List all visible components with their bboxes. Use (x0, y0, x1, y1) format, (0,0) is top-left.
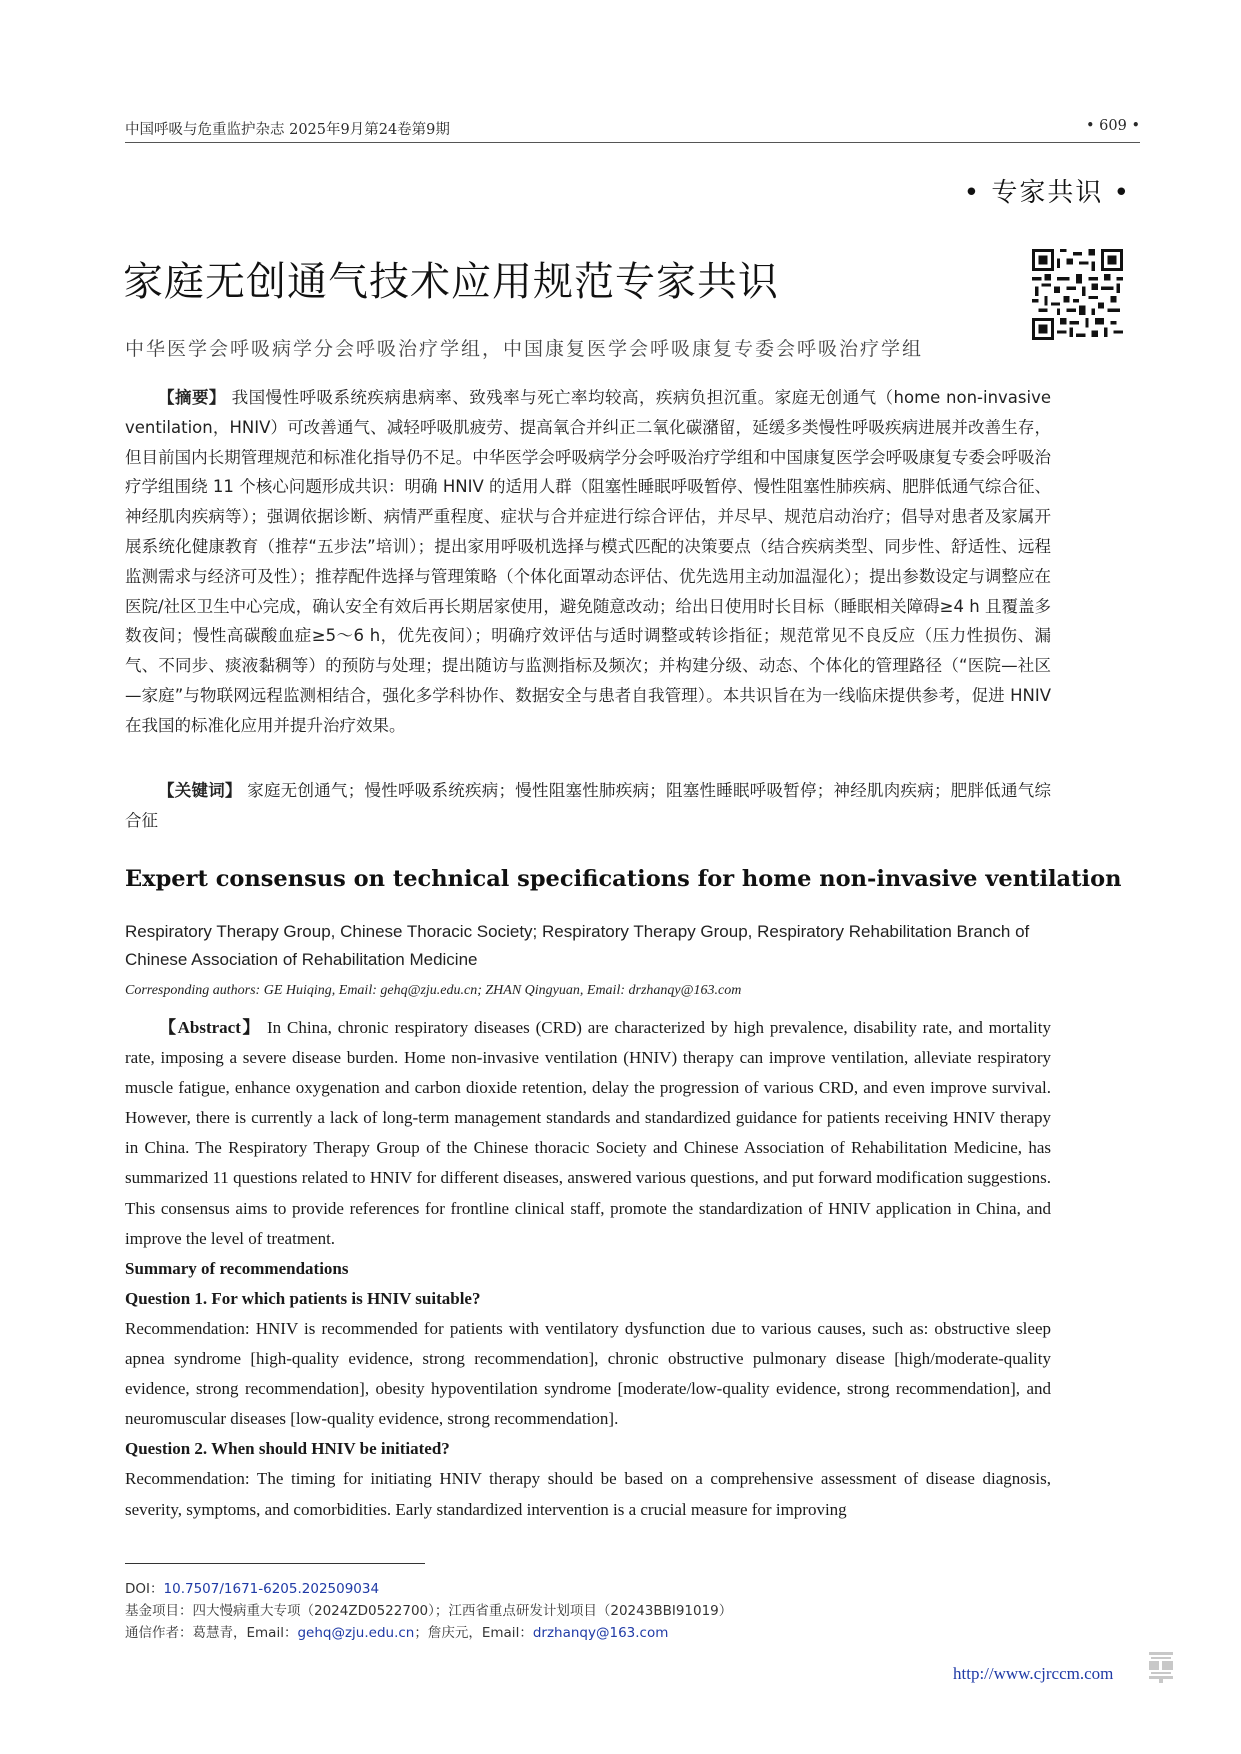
keywords-chinese (125, 776, 1051, 836)
doi-label: DOI： (125, 1581, 164, 1597)
abstract-english (125, 1013, 1051, 1525)
contact-line (125, 1622, 732, 1644)
summary-heading: Summary of recommendations (125, 1258, 349, 1278)
abstract-en-label: 【Abstract】 (159, 1018, 262, 1037)
abstract-cn-label: 【摘要】 (158, 388, 226, 407)
title-chinese: 家庭无创通气技术应用规范专家共识 (123, 259, 779, 305)
funding-line: 基金项目：四大慢病重大专项（2024ZD0522700）；江西省重点研发计划项目（20243BBI91019） (125, 1603, 733, 1619)
corresponding-authors: Corresponding authors: GE Huiqing, Email: gehq@zju.edu.cn; ZHAN Qingyuan, Email: drzhanqy@163.com (125, 983, 742, 998)
doi-line (125, 1578, 732, 1600)
email-link-2[interactable]: drzhanqy@163.com (532, 1625, 669, 1641)
footnotes (125, 1578, 732, 1644)
question-2-heading: Question 2. When should HNIV be initiated? (125, 1439, 450, 1459)
journal-website-link[interactable]: http://www.cjrccm.com (953, 1664, 1114, 1683)
page-number: • 609 • (1086, 118, 1140, 134)
contact-label: 通信作者：葛慧青，Email： (125, 1625, 298, 1641)
abstract-chinese (125, 383, 1051, 741)
doi-link[interactable]: 10.7507/1671-6205.202509034 (163, 1581, 380, 1597)
question-1-text: Recommendation: HNIV is recommended for patients with ventilatory dysfunction due to various causes, such as: obstructive sleep apnea syndrome [high-quality evidence, strong recommendation], chronic obstructive pulmonary disease [high/moderate-quality evidence, strong recommendation], obesity hypoventilation syndrome [moderate/low-quality evidence, strong recommendation], and neuromuscular diseases [low-quality evidence, strong recommendation]. (125, 1318, 1051, 1429)
email-link-1[interactable]: gehq@zju.edu.cn (297, 1625, 415, 1641)
question-2-text: Recommendation: The timing for initiating HNIV therapy should be based on a comprehensive assessment of disease diagnosis, severity, symptoms, and comorbidities. Early standardized intervention is a crucial measure for improving (125, 1469, 1051, 1519)
authors-chinese: 中华医学会呼吸病学分会呼吸治疗学组，中国康复医学会呼吸康复专委会呼吸治疗学组 (125, 338, 924, 360)
journal-logo-icon (1147, 1650, 1175, 1684)
running-header-journal: 中国呼吸与危重监护杂志 2025年9月第24卷第9期 (125, 122, 450, 138)
keywords-cn-label: 【关键词】 (158, 781, 242, 800)
section-label: • 专家共识 • (963, 178, 1131, 208)
footnote-rule (125, 1563, 425, 1564)
header-rule (125, 142, 1140, 143)
question-1-heading: Question 1. For which patients is HNIV suitable? (125, 1288, 481, 1308)
authors-english: Respiratory Therapy Group, Chinese Thoracic Society; Respiratory Therapy Group, Respiratory Rehabilitation Branch of Chinese Association of Rehabilitation Medicine (125, 922, 1030, 969)
keywords-cn-text: 家庭无创通气；慢性呼吸系统疾病；慢性阻塞性肺疾病；阻塞性睡眠呼吸暂停；神经肌肉疾病；肥胖低通气综合征 (125, 781, 1051, 830)
abstract-cn-text: 我国慢性呼吸系统疾病患病率、致残率与死亡率均较高，疾病负担沉重。家庭无创通气（home non-invasive ventilation，HNIV）可改善通气、减轻呼吸肌疲劳、提高氧合并纠正二氧化碳潴留，延缓多类慢性呼吸疾病进展并改善生存，但目前国内长期管理规范和标准化指导仍不足。中华医学会呼吸病学分会呼吸治疗学组和中国康复医学会呼吸康复专委会呼吸治疗学组围绕 11 个核心问题形成共识：明确 HNIV 的适用人群（阻塞性睡眠呼吸暂停、慢性阻塞性肺疾病、肥胖低通气综合征、神经肌肉疾病等）；强调依据诊断、病情严重程度、症状与合并症进行综合评估，并尽早、规范启动治疗；倡导对患者及家属开展系统化健康教育（推荐“五步法”培训）；提出家用呼吸机选择与模式匹配的决策要点（结合疾病类型、同步性、舒适性、远程监测需求与经济可及性）；推荐配件选择与管理策略（个体化面罩动态评估、优先选用主动加温湿化）；提出参数设定与调整应在医院/社区卫生中心完成，确认安全有效后再长期居家使用，避免随意改动；给出日使用时长目标（睡眠相关障碍≥4 h 且覆盖多数夜间；慢性高碳酸血症≥5～6 h，优先夜间）；明确疗效评估与适时调整或转诊指征；规范常见不良反应（压力性损伤、漏气、不同步、痰液黏稠等）的预防与处理；提出随访与监测指标及频次；并构建分级、动态、个体化的管理路径（“医院—社区—家庭”与物联网远程监测相结合，强化多学科协作、数据安全与患者自我管理）。本共识旨在为一线临床提供参考，促进 HNIV 在我国的标准化应用并提升治疗效果。 (125, 388, 1051, 735)
title-english: Expert consensus on technical specifications for home non-invasive ventilation (125, 866, 1122, 892)
contact-mid: ；詹庆元，Email： (414, 1625, 533, 1641)
qr-code-icon[interactable] (1032, 249, 1123, 340)
abstract-en-text: In China, chronic respiratory diseases (CRD) are characterized by high prevalence, disability rate, and mortality rate, imposing a severe disease burden. Home non-invasive ventilation (HNIV) therapy can improve ventilation, alleviate respiratory muscle fatigue, enhance oxygenation and carbon dioxide retention, delay the progression of various CRD, and even improve survival. However, there is currently a lack of long-term management standards and standardized guidance for patients receiving HNIV therapy in China. The Respiratory Therapy Group of the Chinese thoracic Society and Chinese Association of Rehabilitation Medicine, has summarized 11 questions related to HNIV for different diseases, answered various questions, and put forward modification suggestions. This consensus aims to provide references for frontline clinical staff, promote the standardization of HNIV application in China, and improve the level of treatment. (125, 1018, 1052, 1248)
